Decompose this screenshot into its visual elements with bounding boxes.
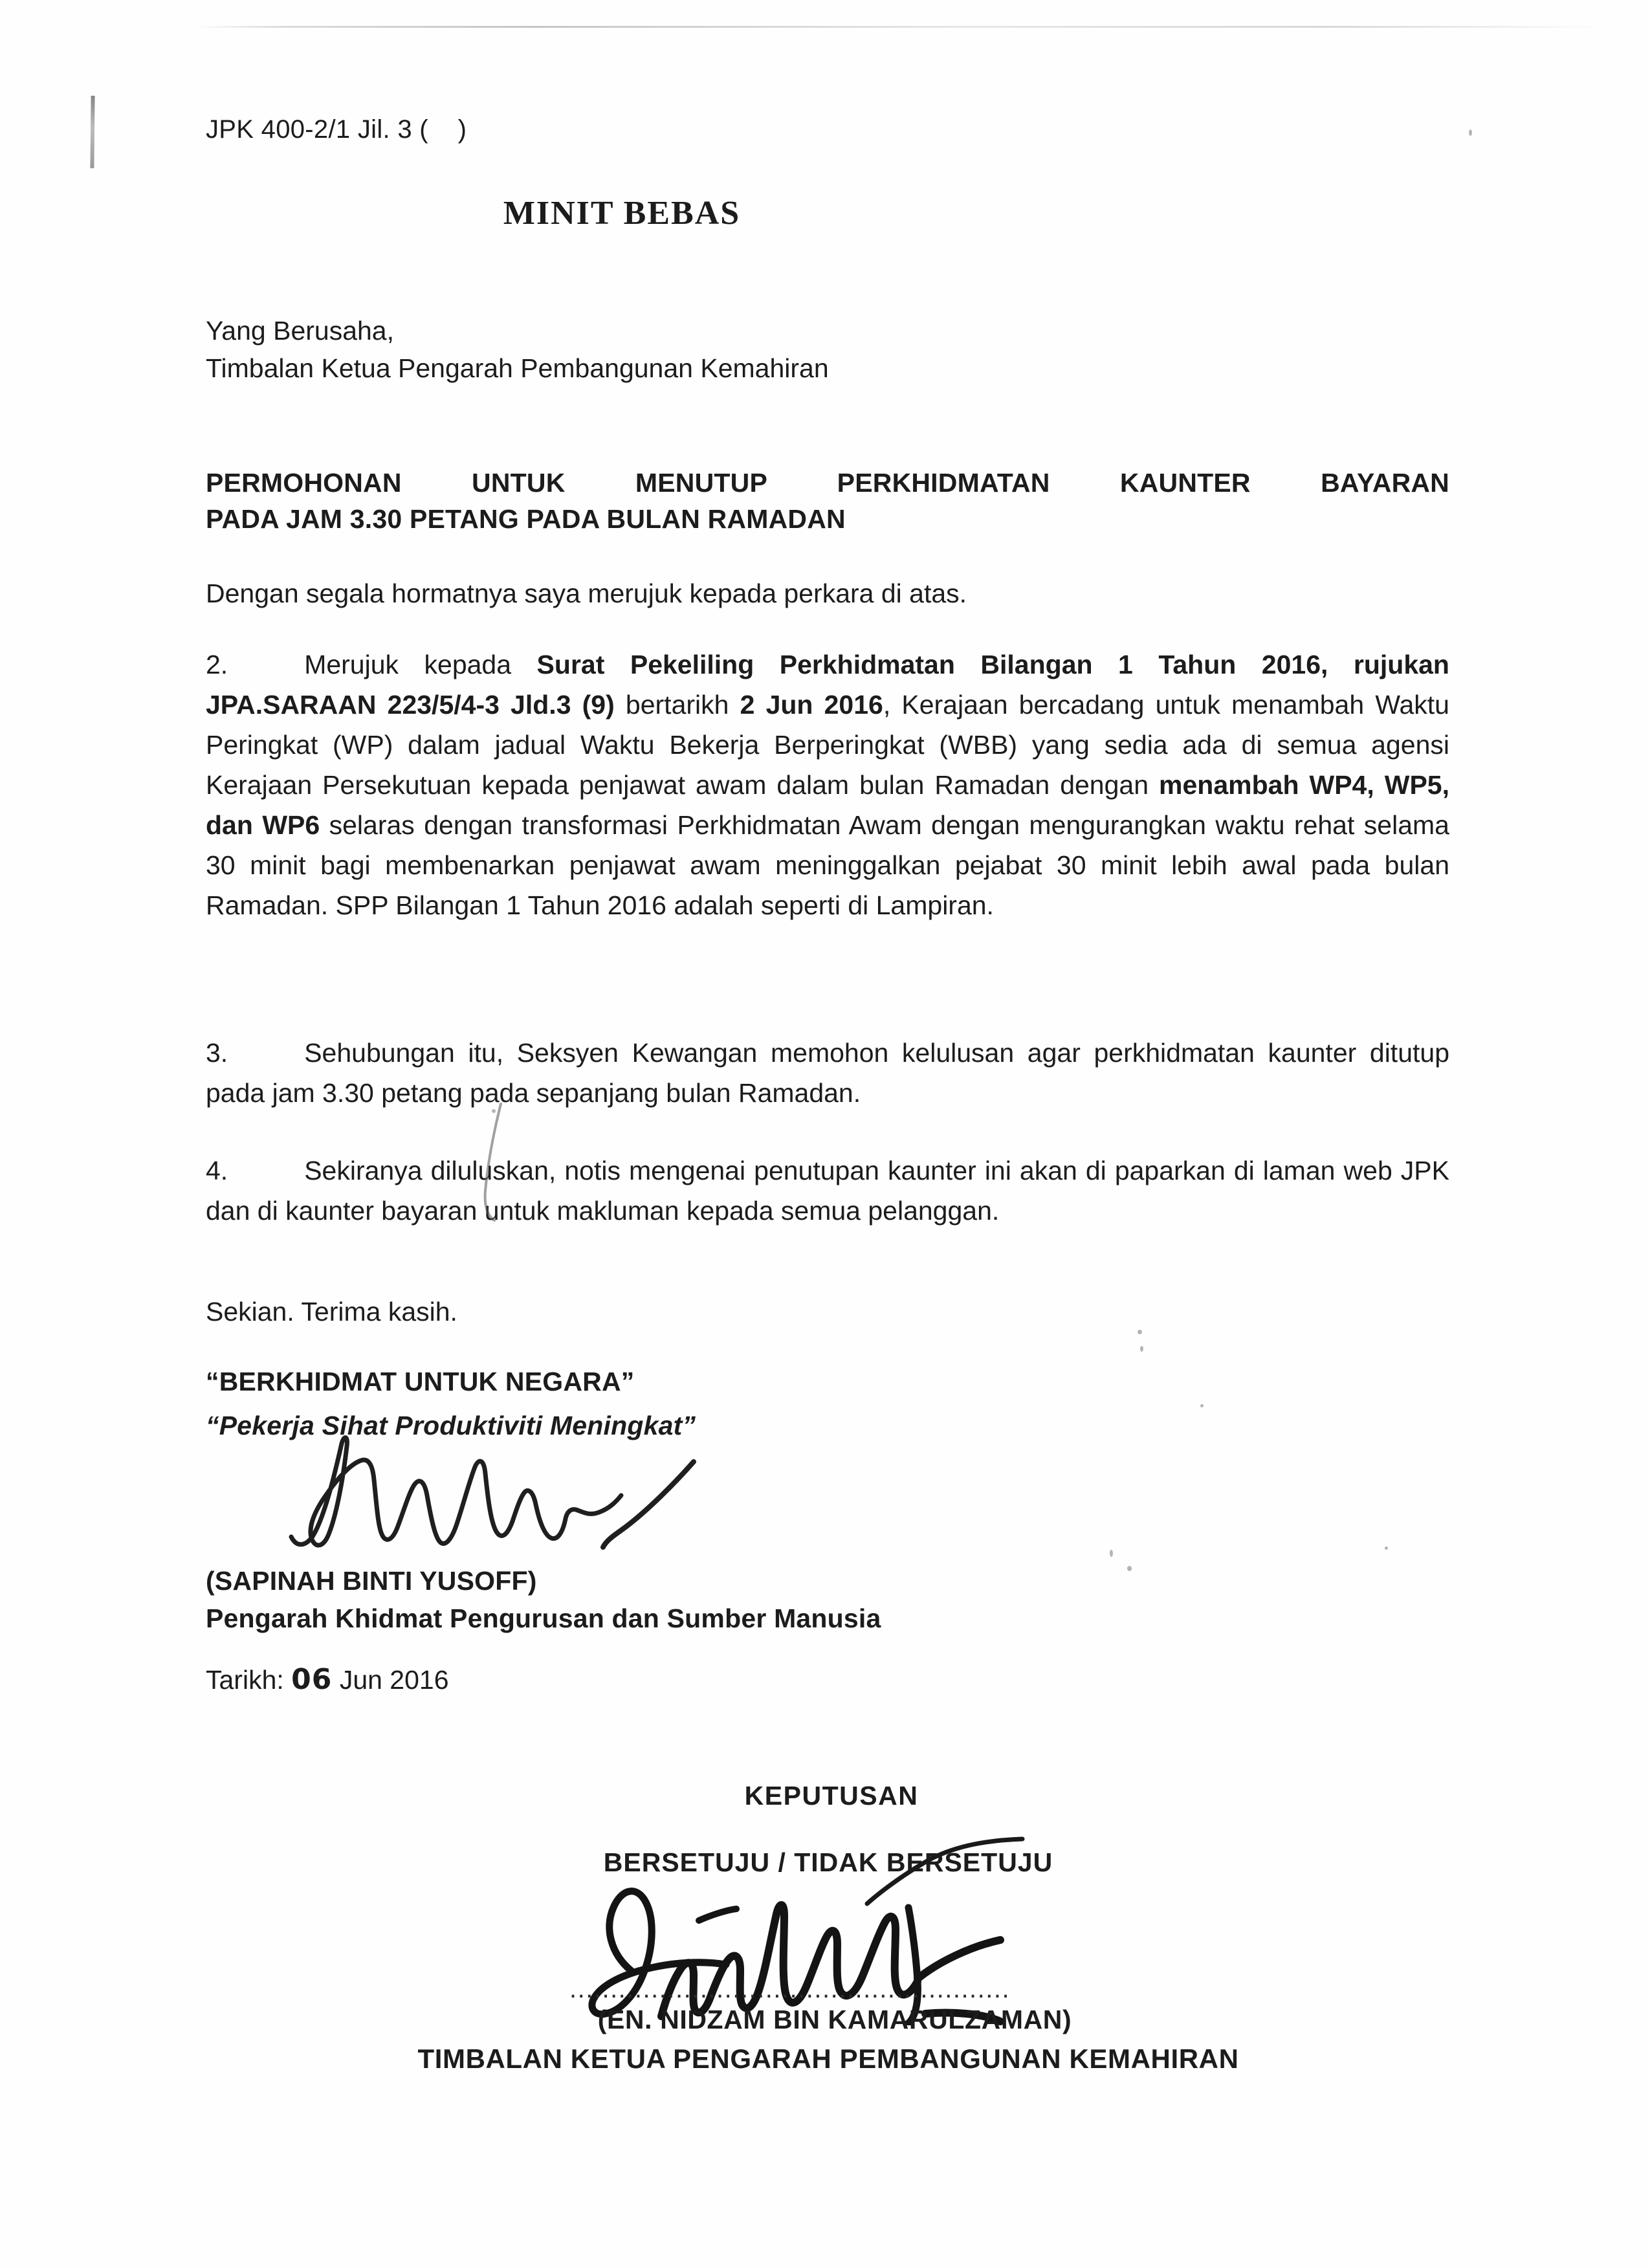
- subject-heading: [206, 465, 1449, 537]
- signature-sapinah: [280, 1433, 707, 1563]
- scan-speck: [1127, 1566, 1132, 1571]
- paragraph-2: [206, 644, 1449, 925]
- decision-section-title: KEPUTUSAN: [744, 1781, 919, 1811]
- scan-speck: [1469, 129, 1472, 136]
- motto-line-1: “BERKHIDMAT UNTUK NEGARA”: [206, 1367, 635, 1396]
- date-month-year: Jun 2016: [339, 1665, 449, 1695]
- paragraph-4: [206, 1151, 1449, 1231]
- subject-line-2: PADA JAM 3.30 PETANG PADA BULAN RAMADAN: [206, 504, 846, 534]
- paragraph-2-bold-1: Surat Pekeliling Perkhidmatan Bilangan 1 Tahun 2016, rujukan JPA.SARAAN 223/5/4-3 Jld.3 (9): [206, 650, 1449, 720]
- signer-role: Pengarah Khidmat Pengurusan dan Sumber Manusia: [206, 1603, 881, 1633]
- scan-speck: [1110, 1550, 1113, 1557]
- date-handwritten-day: 06: [291, 1663, 333, 1696]
- scan-edge-artifact: [194, 26, 1605, 28]
- signer-name: (SAPINAH BINTI YUSOFF): [206, 1566, 537, 1596]
- paragraph-intro-text: Dengan segala hormatnya saya merujuk kepada perkara di atas.: [206, 578, 967, 608]
- addressee-recipient: Timbalan Ketua Pengarah Pembangunan Kemahiran: [206, 353, 829, 383]
- scan-speck: [1140, 1346, 1143, 1352]
- paragraph-3: [206, 1033, 1449, 1113]
- paragraph-2-bold-3: menambah WP4, WP5, dan WP6: [206, 770, 1449, 840]
- page-title: MINIT BEBAS: [503, 195, 741, 232]
- paragraph-2-bold-2: 2 Jun 2016: [740, 690, 883, 720]
- paragraph-4-number: 4.: [206, 1156, 228, 1185]
- date-label: Tarikh:: [206, 1665, 284, 1695]
- addressee-block: [206, 312, 829, 387]
- scan-speck: [1200, 1404, 1204, 1407]
- paragraph-intro: [206, 573, 1449, 613]
- signer-date-line: [206, 1663, 449, 1696]
- scan-tick-artifact: [90, 96, 94, 168]
- paragraph-2-segment-3: , Kerajaan bercadang untuk menambah Waktu Peringkat (WP) dalam jadual Waktu Bekerja Berperingkat (WBB) yang sedia ada di semua agensi Kerajaan Persekutuan kepada penjawat awam dalam bulan Ramadan dengan: [206, 690, 1449, 800]
- paragraph-2-segment-2: bertarikh: [614, 690, 740, 720]
- paragraph-2-segment-4: selaras dengan transformasi Perkhidmatan Awam dengan mengurangkan waktu rehat selama 30 minit bagi membenarkan penjawat awam meninggalkan pejabat 30 minit lebih awal pada bulan Ramadan. SPP Bilangan 1 Tahun 2016 adalah seperti di Lampiran.: [206, 810, 1449, 920]
- document-reference-number: JPK 400-2/1 Jil. 3 ( ): [206, 115, 467, 144]
- decision-options[interactable]: BERSETUJU / TIDAK BERSETUJU: [603, 1847, 1053, 1877]
- paragraph-closing: [206, 1292, 1449, 1332]
- addressee-salutation: Yang Berusaha,: [206, 316, 395, 346]
- approver-signature-line: ......................................................: [569, 1975, 1011, 2003]
- paragraph-3-number: 3.: [206, 1038, 228, 1068]
- subject-line-1: PERMOHONAN UNTUK MENUTUP PERKHIDMATAN KAUNTER BAYARAN: [206, 468, 1449, 498]
- paragraph-3-text: Sehubungan itu, Seksyen Kewangan memohon kelulusan agar perkhidmatan kaunter ditutup pada jam 3.30 petang pada sepanjang bulan Ramadan.: [206, 1038, 1449, 1108]
- paragraph-4-text: Sekiranya diluluskan, notis mengenai penutupan kaunter ini akan di paparkan di laman web JPK dan di kaunter bayaran untuk makluman kepada semua pelanggan.: [206, 1156, 1449, 1226]
- scan-speck: [1385, 1547, 1388, 1550]
- paragraph-2-number: 2.: [206, 650, 228, 679]
- paragraph-closing-text: Sekian. Terima kasih.: [206, 1297, 457, 1327]
- approver-role: TIMBALAN KETUA PENGARAH PEMBANGUNAN KEMAHIRAN: [417, 2043, 1239, 2074]
- paragraph-2-segment-1: Merujuk kepada: [304, 650, 537, 679]
- approver-name: (EN. NIDZAM BIN KAMARULZAMAN): [597, 2005, 1072, 2034]
- motto-line-2: “Pekerja Sihat Produktiviti Meningkat”: [206, 1411, 696, 1440]
